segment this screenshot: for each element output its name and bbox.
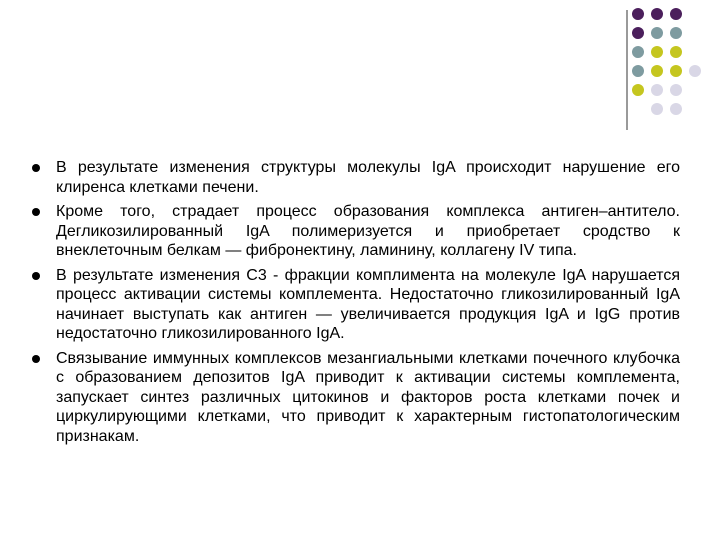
- bullet-text: Кроме того, страдает процесс образования комплекса антиген–антитело. Дегликозилированный IgA полимеризуется и приобретает сродство к внеклеточным белкам — фибронектину, ламинину, коллагену IV типа.: [56, 203, 680, 259]
- bullet-item-1: [30, 158, 680, 197]
- decorative-dot: [670, 27, 682, 39]
- decorative-dot: [632, 8, 644, 20]
- bullet-item-2: [30, 202, 680, 261]
- bullet-text: Связывание иммунных комплексов мезангиальными клетками почечного клубочка с образованием депозитов IgA приводит к активации системы комплемента, запускает синтез различных цитокинов и факторов роста клетками почек и циркулирующими клетками, что приводит к характерным гистопатологическим признакам.: [56, 349, 680, 445]
- decorative-dot: [632, 46, 644, 58]
- decorative-dot: [651, 65, 663, 77]
- bullet-dot-icon: [32, 272, 40, 280]
- bullet-dot-icon: [32, 355, 40, 363]
- decorative-dot: [670, 84, 682, 96]
- decorative-dot: [651, 46, 663, 58]
- decorative-dot: [651, 8, 663, 20]
- decorative-dot: [651, 27, 663, 39]
- slide-content: [30, 158, 680, 451]
- decorative-dot: [670, 65, 682, 77]
- bullet-dot-icon: [32, 164, 40, 172]
- decorative-dot: [689, 65, 701, 77]
- decorative-dot-grid: [632, 8, 712, 128]
- decorative-dot: [632, 84, 644, 96]
- bullet-list: [30, 158, 680, 446]
- bullet-item-3: [30, 266, 680, 344]
- decorative-dot: [651, 103, 663, 115]
- decorative-dot: [670, 103, 682, 115]
- bullet-dot-icon: [32, 208, 40, 216]
- decorative-dot: [670, 46, 682, 58]
- bullet-text: В результате изменения С3 - фракции комплимента на молекуле IgA нарушается процесс активации системы комплемента. Недостаточно гликозилированный IgA начинает выступать как антиген — увеличивается продукция IgA и IgG против недостаточно гликозилированного IgA.: [56, 266, 680, 342]
- bullet-text: В результате изменения структуры молекулы IgA происходит нарушение его клиренса клетками печени.: [56, 159, 680, 196]
- decorative-dot: [632, 65, 644, 77]
- bullet-item-4: [30, 349, 680, 447]
- decorative-vertical-rule: [626, 10, 628, 130]
- decorative-dot: [670, 8, 682, 20]
- decorative-dot: [651, 84, 663, 96]
- decorative-dot: [632, 27, 644, 39]
